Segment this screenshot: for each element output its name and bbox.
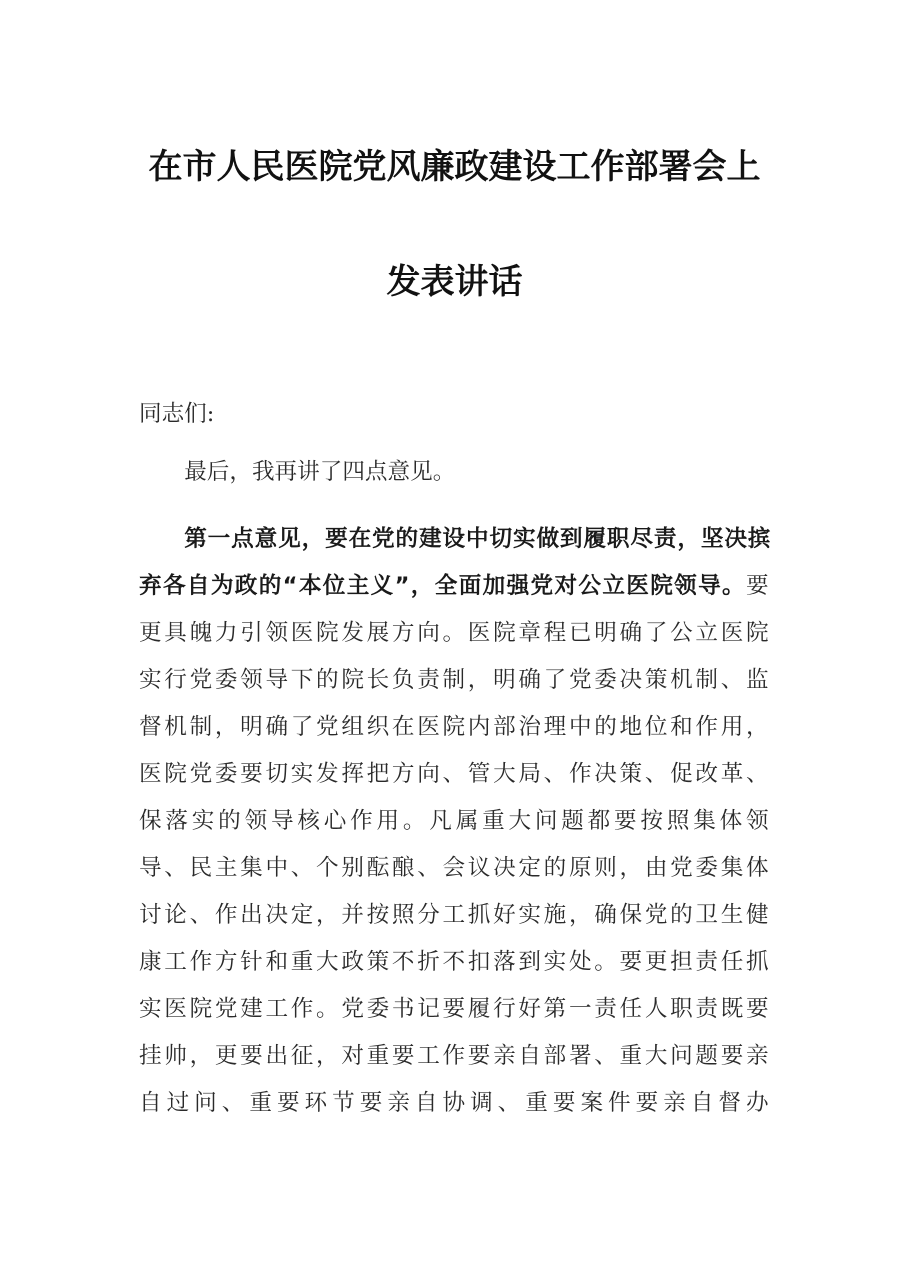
body-paragraph (139, 516, 771, 1127)
document-title-line-1: 在市人民医院党风廉政建设工作部署会上 (148, 147, 761, 187)
lead-paragraph: 最后，我再讲了四点意见。 (184, 459, 456, 485)
salutation: 同志们: (139, 401, 215, 427)
paragraph-heading: 第一点意见，要在党的建设中切实做到履职尽责，坚决摈弃各自为政的“本位主义”，全面加强党对公立医院领导。 (139, 526, 771, 599)
document-title-line-2: 发表讲话 (386, 262, 523, 302)
paragraph-body: 要更具魄力引领医院发展方向。医院章程已明确了公立医院实行党委领导下的院长负责制，明确了党委决策机制、监督机制，明确了党组织在医院内部治理中的地位和作用，医院党委要切实发挥把方向、管大局、作决策、促改革、保落实的领导核心作用。凡属重大问题都要按照集体领导、民主集中、个别酝酿、会议决定的原则，由党委集体讨论、作出决定，并按照分工抓好实施，确保党的卫生健康工作方针和重大政策不折不扣落到实处。要更担责任抓实医院党建工作。党委书记要履行好第一责任人职责既要挂帅，更要出征，对重要工作要亲自部署、重大问题要亲自过问、重要环节要亲自协调、重要案件要亲自督办 (139, 573, 771, 1116)
